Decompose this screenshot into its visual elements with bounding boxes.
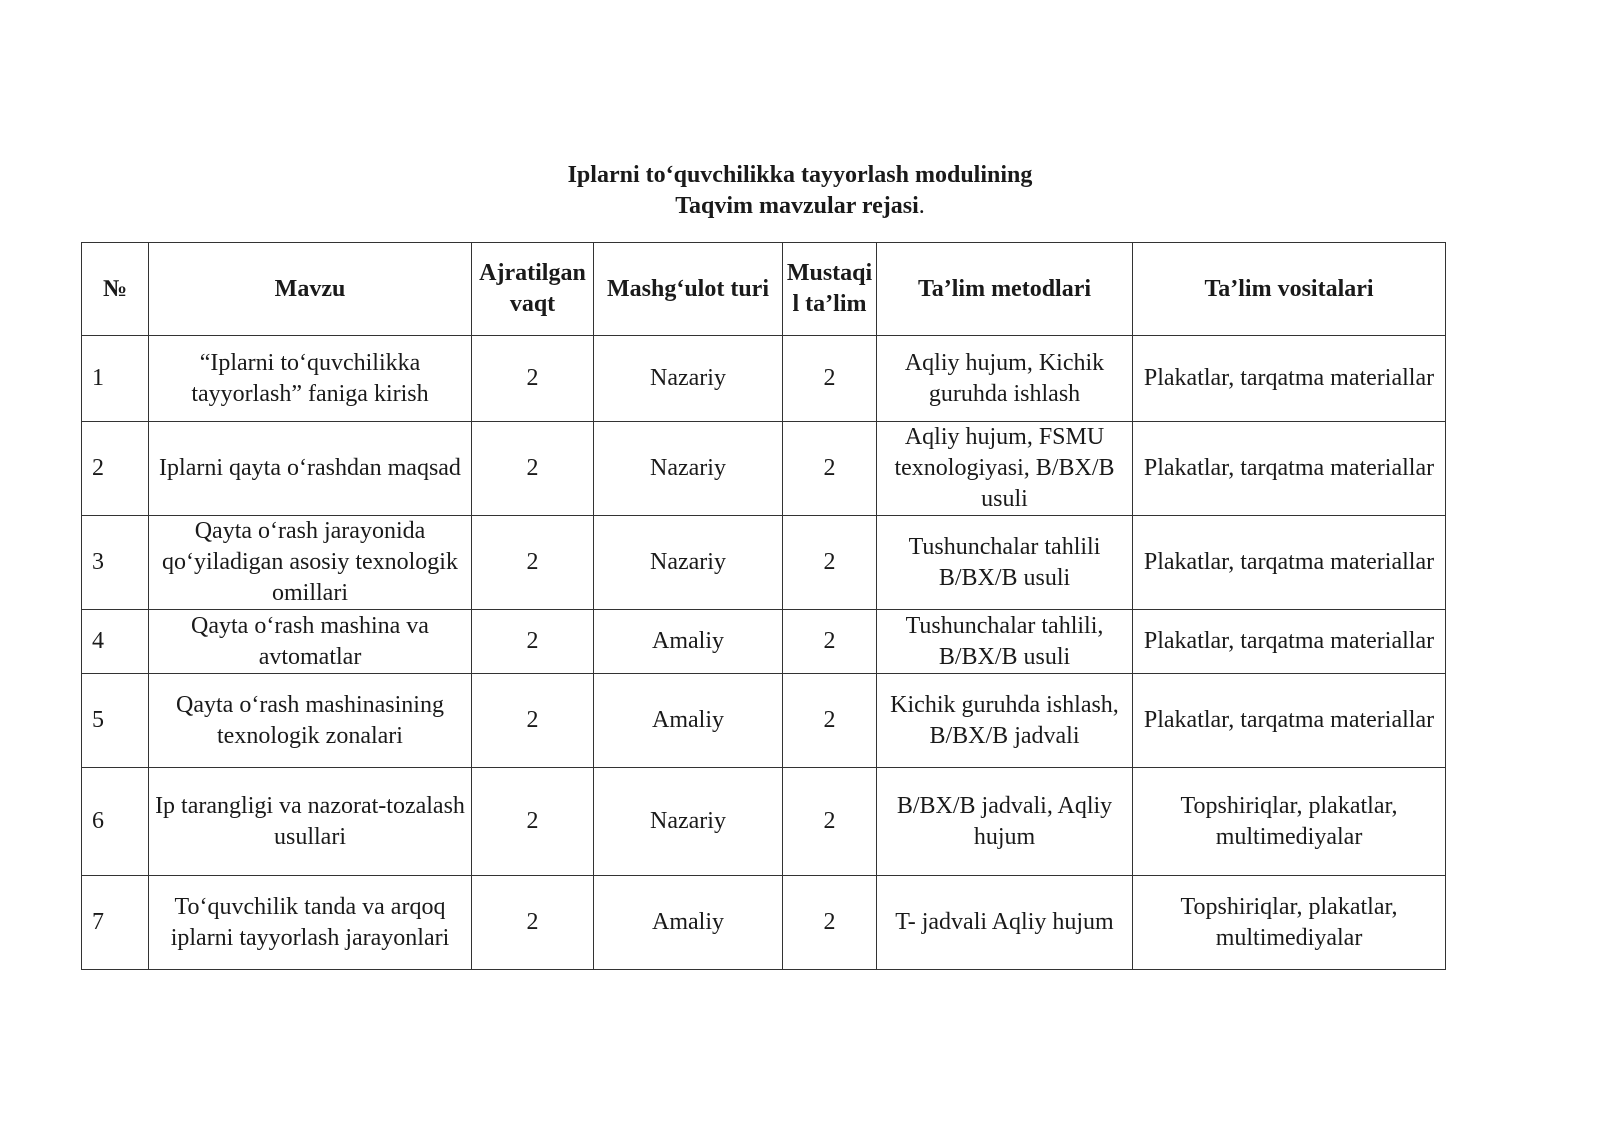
row-teaching-methods: B/BX/B jadvali, Aqliy hujum [877,768,1133,876]
row-teaching-tools: Topshiriqlar, plakatlar, multimediyalar [1133,876,1446,970]
row-independent-study: 2 [783,674,877,768]
row-number: 5 [82,674,149,768]
row-number: 2 [82,422,149,516]
calendar-plan-table [81,242,1446,970]
title-line-2 [0,191,1600,222]
row-teaching-tools: Plakatlar, tarqatma materiallar [1133,336,1446,422]
title-dot: . [918,193,925,219]
row-allotted-time: 2 [472,422,594,516]
row-teaching-tools: Plakatlar, tarqatma materiallar [1133,422,1446,516]
row-lesson-type: Amaliy [594,610,783,674]
row-independent-study: 2 [783,336,877,422]
table-row [82,876,1446,970]
table-row [82,768,1446,876]
row-teaching-tools: Plakatlar, tarqatma materiallar [1133,674,1446,768]
row-topic: Ip tarangligi va nazorat-tozalash usullari [149,768,472,876]
row-topic: To‘quvchilik tanda va arqoq iplarni tayyorlash jarayonlari [149,876,472,970]
table-row [82,422,1446,516]
row-number: 6 [82,768,149,876]
row-lesson-type: Amaliy [594,674,783,768]
row-lesson-type: Nazariy [594,422,783,516]
row-allotted-time: 2 [472,336,594,422]
row-teaching-methods: Aqliy hujum, Kichik guruhda ishlash [877,336,1133,422]
row-independent-study: 2 [783,422,877,516]
table-row [82,674,1446,768]
header-teaching-methods: Ta’lim metodlari [877,243,1133,336]
row-lesson-type: Nazariy [594,768,783,876]
document-title [0,160,1600,222]
row-topic: Qayta o‘rash jarayonida qo‘yiladigan asosiy texnologik omillari [149,516,472,610]
row-teaching-methods: Kichik guruhda ishlash, B/BX/B jadvali [877,674,1133,768]
row-allotted-time: 2 [472,674,594,768]
header-lesson-type: Mashg‘ulot turi [594,243,783,336]
row-lesson-type: Amaliy [594,876,783,970]
row-independent-study: 2 [783,610,877,674]
row-topic: Qayta o‘rash mashina va avtomatlar [149,610,472,674]
row-teaching-methods: Tushunchalar tahlili, B/BX/B usuli [877,610,1133,674]
row-number: 3 [82,516,149,610]
header-number: № [82,243,149,336]
row-topic: Iplarni qayta o‘rashdan maqsad [149,422,472,516]
row-teaching-methods: T- jadvali Aqliy hujum [877,876,1133,970]
row-number: 1 [82,336,149,422]
header-teaching-tools: Ta’lim vositalari [1133,243,1446,336]
header-row [82,243,1446,336]
title-line-2-text: Taqvim mavzular rejasi [675,193,919,219]
row-independent-study: 2 [783,768,877,876]
row-topic: Qayta o‘rash mashinasining texnologik zonalari [149,674,472,768]
row-teaching-tools: Plakatlar, tarqatma materiallar [1133,610,1446,674]
row-topic: “Iplarni to‘quvchilikka tayyorlash” faniga kirish [149,336,472,422]
row-allotted-time: 2 [472,516,594,610]
row-number: 7 [82,876,149,970]
row-teaching-methods: Tushunchalar tahlili B/BX/B usuli [877,516,1133,610]
table-row [82,336,1446,422]
row-teaching-methods: Aqliy hujum, FSMU texnologiyasi, B/BX/B usuli [877,422,1133,516]
header-topic: Mavzu [149,243,472,336]
row-allotted-time: 2 [472,768,594,876]
table-row [82,610,1446,674]
header-independent-study: Mustaqil ta’lim [783,243,877,336]
row-allotted-time: 2 [472,876,594,970]
table-row [82,516,1446,610]
row-number: 4 [82,610,149,674]
row-allotted-time: 2 [472,610,594,674]
row-teaching-tools: Plakatlar, tarqatma materiallar [1133,516,1446,610]
row-independent-study: 2 [783,516,877,610]
row-lesson-type: Nazariy [594,336,783,422]
header-allotted-time: Ajratilgan vaqt [472,243,594,336]
title-line-1: Iplarni to‘quvchilikka tayyorlash modulining [567,162,1033,188]
row-lesson-type: Nazariy [594,516,783,610]
row-independent-study: 2 [783,876,877,970]
row-teaching-tools: Topshiriqlar, plakatlar, multimediyalar [1133,768,1446,876]
